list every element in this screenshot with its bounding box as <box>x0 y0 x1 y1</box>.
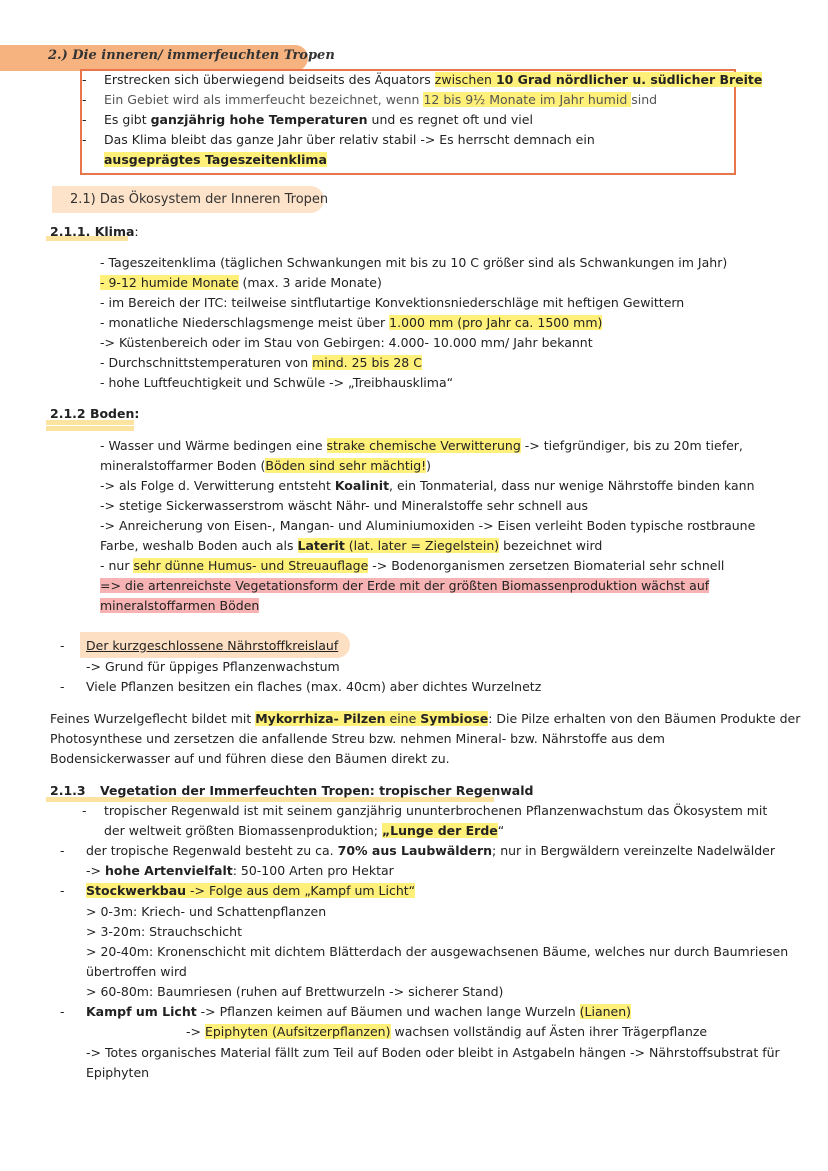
boden-line: mineralstoffarmen Böden <box>100 598 260 613</box>
bullet-dash: - <box>82 132 87 147</box>
vegetation-line: tropischer Regenwald ist mit seinem ganzjährig ununterbrochenen Pflanzenwachstum das Ökosystem mit <box>104 803 768 818</box>
klima-line: - im Bereich der ITC: teilweise sintflutartige Konvektionsniederschläge mit heftigen Gewittern <box>100 295 685 310</box>
page-title: 2.) Die inneren/ immerfeuchten Tropen <box>48 48 335 63</box>
vegetation-line: übertroffen wird <box>86 964 187 979</box>
bullet-dash: - <box>60 1004 65 1019</box>
vegetation-line: -> Epiphyten (Aufsitzerpflanzen) wachsen vollständig auf Ästen ihrer Trägerpflanze <box>186 1024 708 1039</box>
boden-heading: 2.1.2 Boden: <box>50 406 140 421</box>
klima-line: -> Küstenbereich oder im Stau von Gebirgen: 4.000- 10.000 mm/ Jahr bekannt <box>100 335 593 350</box>
box-line-5: ausgeprägtes Tageszeitenklima <box>104 152 327 167</box>
paragraph-line: Feines Wurzelgeflecht bildet mit Mykorrhiza- Pilzen eine Symbiose: Die Pilze erhalten von den Bäumen Produkte der <box>50 711 801 726</box>
bullet-dash: - <box>60 883 65 898</box>
naehrstoff-line: Viele Pflanzen besitzen ein flaches (max. 40cm) aber dichtes Wurzelnetz <box>86 679 542 694</box>
vegetation-line: Stockwerkbau -> Folge aus dem „Kampf um Licht“ <box>86 883 416 898</box>
boden-line: -> Anreicherung von Eisen-, Mangan- und Aluminiumoxiden -> Eisen verleiht Boden typische rostbraune <box>100 518 756 533</box>
boden-line: - nur sehr dünne Humus- und Streuauflage -> Bodenorganismen zersetzen Biomaterial sehr schnell <box>100 558 725 573</box>
boden-line: -> stetige Sickerwasserstrom wäscht Nähr- und Mineralstoffe sehr schnell aus <box>100 498 588 513</box>
boden-line: => die artenreichste Vegetationsform der Erde mit der größten Biomassenproduktion wächst auf <box>100 578 710 593</box>
vegetation-line: Epiphyten <box>86 1065 150 1080</box>
vegetation-line: > 20-40m: Kronenschicht mit dichtem Blätterdach der ausgewachsenen Bäume, welches nur durch Baumriesen <box>86 944 789 959</box>
box-line-1: Erstrecken sich überwiegend beidseits des Äquators zwischen 10 Grad nördlicher u. südlicher Breite <box>104 72 763 87</box>
bullet-dash: - <box>60 843 65 858</box>
klima-heading: 2.1.1. Klima: <box>50 224 139 239</box>
vegetation-number: 2.1.3 <box>50 783 86 798</box>
bullet-dash: - <box>82 803 87 818</box>
box-line-2: Ein Gebiet wird als immerfeucht bezeichnet, wenn 12 bis 9½ Monate im Jahr humid sind <box>104 92 658 107</box>
heading-underline <box>46 426 134 431</box>
vegetation-line: Kampf um Licht -> Pflanzen keimen auf Bäumen und wachen lange Wurzeln (Lianen) <box>86 1004 632 1019</box>
klima-line: - 9-12 humide Monate (max. 3 aride Monate) <box>100 275 382 290</box>
vegetation-line: -> Totes organisches Material fällt zum Teil auf Boden oder bleibt in Astgabeln hängen -> Nährstoffsubstrat für <box>86 1045 780 1060</box>
vegetation-line: > 3-20m: Strauchschicht <box>86 924 243 939</box>
boden-line: mineralstoffarmer Boden (Böden sind sehr mächtig!) <box>100 458 432 473</box>
boden-line: Farbe, weshalb Boden auch als Laterit (lat. later = Ziegelstein) bezeichnet wird <box>100 538 603 553</box>
section-heading: 2.1) Das Ökosystem der Inneren Tropen <box>70 192 329 207</box>
boden-line: -> als Folge d. Verwitterung entsteht Koalinit, ein Tonmaterial, dass nur wenige Nährstoffe binden kann <box>100 478 755 493</box>
naehrstoff-line: -> Grund für üppiges Pflanzenwachstum <box>86 659 340 674</box>
boden-line: - Wasser und Wärme bedingen eine strake chemische Verwitterung -> tiefgründiger, bis zu 20m tiefer, <box>100 438 743 453</box>
bullet-dash: - <box>60 638 65 653</box>
vegetation-line: -> hohe Artenvielfalt: 50-100 Arten pro Hektar <box>86 863 394 878</box>
naehrstoff-heading: Der kurzgeschlossene Nährstoffkreislauf <box>86 638 339 653</box>
vegetation-line: > 0-3m: Kriech- und Schattenpflanzen <box>86 904 327 919</box>
vegetation-heading: Vegetation der Immerfeuchten Tropen: tropischer Regenwald <box>100 783 534 798</box>
bullet-dash: - <box>82 72 87 87</box>
box-line-3: Es gibt ganzjährig hohe Temperaturen und es regnet oft und viel <box>104 112 533 127</box>
klima-line: - monatliche Niederschlagsmenge meist über 1.000 mm (pro Jahr ca. 1500 mm) <box>100 315 603 330</box>
vegetation-line: > 60-80m: Baumriesen (ruhen auf Brettwurzeln -> sicherer Stand) <box>86 984 504 999</box>
paragraph-line: Photosynthese und zersetzen die anfallende Streu bzw. nehmen Mineral- bzw. Nährstoffe aus dem <box>50 731 665 746</box>
paragraph-line: Bodensickerwasser auf und führen diese den Bäumen direkt zu. <box>50 751 450 766</box>
vegetation-line: der weltweit größten Biomassenproduktion; „Lunge der Erde“ <box>104 823 505 838</box>
bullet-dash: - <box>82 112 87 127</box>
box-line-4: Das Klima bleibt das ganze Jahr über relativ stabil -> Es herrscht demnach ein <box>104 132 595 147</box>
klima-line: - Durchschnittstemperaturen von mind. 25 bis 28 C <box>100 355 422 370</box>
bullet-dash: - <box>60 679 65 694</box>
klima-line: - hohe Luftfeuchtigkeit und Schwüle -> „Treibhausklima“ <box>100 375 454 390</box>
bullet-dash: - <box>82 92 87 107</box>
klima-line: - Tageszeitenklima (täglichen Schwankungen mit bis zu 10 C größer sind als Schwankungen im Jahr) <box>100 255 728 270</box>
vegetation-line: der tropische Regenwald besteht zu ca. 70% aus Laubwäldern; nur in Bergwäldern vereinzelte Nadelwälder <box>86 843 776 858</box>
